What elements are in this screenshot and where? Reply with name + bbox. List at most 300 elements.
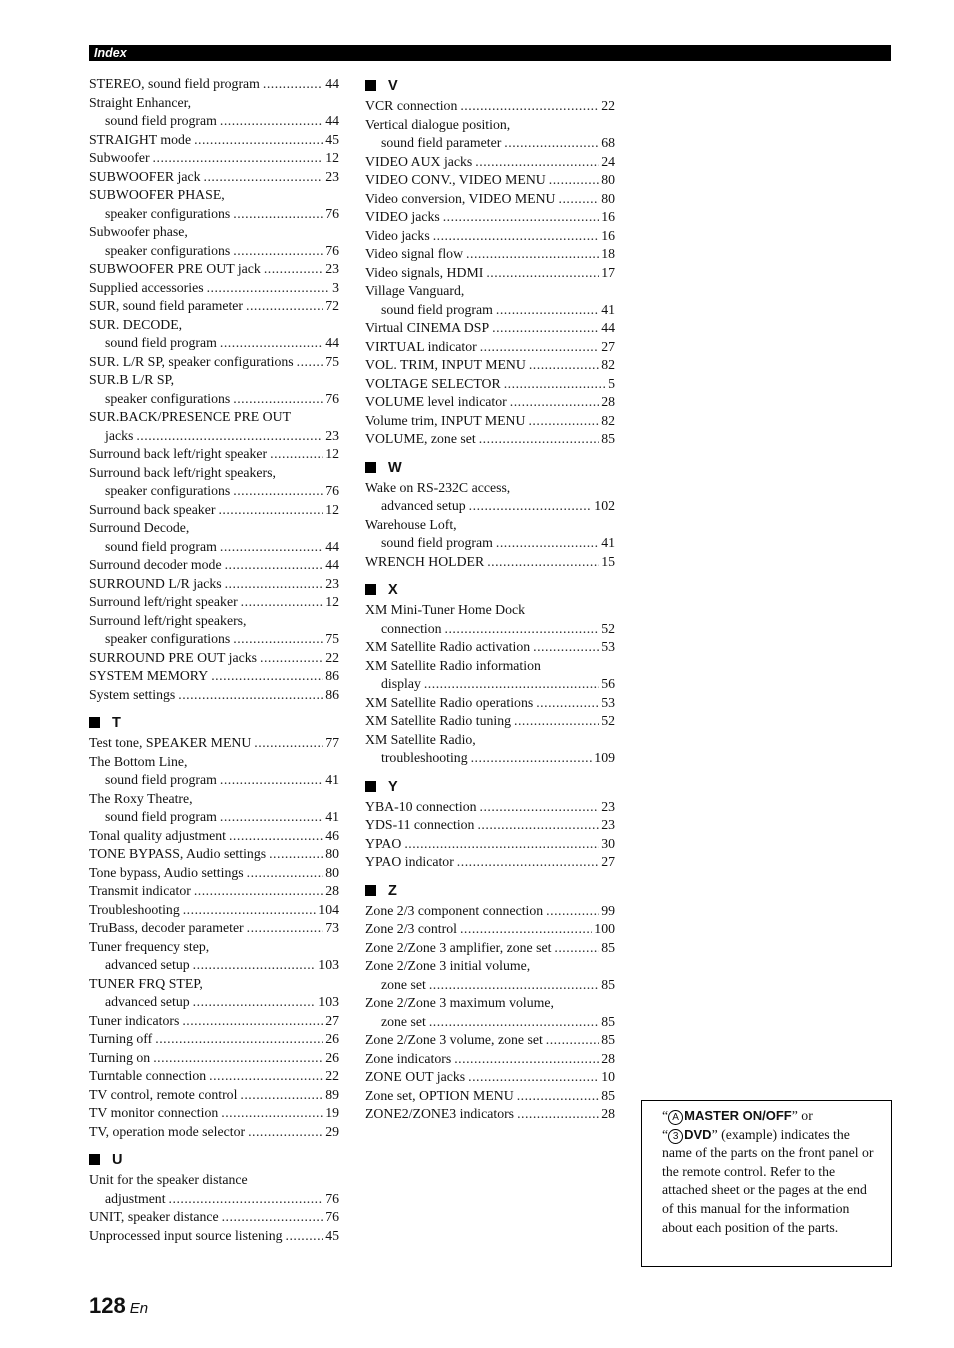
leader-dots xyxy=(475,153,599,172)
index-entry-term: display xyxy=(381,676,421,691)
index-entry xyxy=(89,1104,339,1123)
leader-dots xyxy=(429,1013,599,1032)
index-entry-term: Zone 2/Zone 3 initial volume, xyxy=(365,958,531,973)
index-entry-term: Surround left/right speakers, xyxy=(89,612,247,628)
index-entry-term: Subwoofer xyxy=(89,150,150,165)
index-entry xyxy=(365,171,615,190)
section-letter: U xyxy=(112,1152,123,1168)
index-entry-term: SUR. L/R SP, speaker configurations xyxy=(89,353,294,369)
index-entry-page: 28 xyxy=(601,394,615,409)
index-entry-term: VOLUME, zone set xyxy=(365,431,476,446)
leader-dots xyxy=(468,1068,599,1087)
index-entry xyxy=(89,827,339,846)
index-entry xyxy=(365,534,615,553)
index-entry xyxy=(89,845,339,864)
leader-dots xyxy=(469,497,593,516)
leader-dots xyxy=(471,749,593,768)
index-entry-term: sound field program xyxy=(105,809,217,824)
index-entry-page: 27 xyxy=(325,1012,339,1028)
index-entry-page: 68 xyxy=(601,135,615,150)
index-entry-term: ZONE OUT jacks xyxy=(365,1069,466,1084)
index-entry-term: SUBWOOFER PRE OUT jack xyxy=(89,261,261,276)
index-entry-page: 85 xyxy=(601,1087,615,1103)
index-column-middle xyxy=(365,75,615,1124)
index-entry-page: 104 xyxy=(318,901,339,917)
leader-dots xyxy=(477,816,599,835)
index-entry xyxy=(89,408,339,427)
index-entry xyxy=(89,686,339,705)
index-entry xyxy=(89,919,339,938)
index-entry xyxy=(365,994,615,1013)
index-entry xyxy=(89,223,339,242)
index-entry-page: 41 xyxy=(325,809,339,824)
index-entry-page: 16 xyxy=(601,227,615,243)
leader-dots xyxy=(433,227,600,246)
index-entry xyxy=(365,1013,615,1032)
index-entry-term: speaker configurations xyxy=(105,205,231,221)
leader-dots xyxy=(460,97,599,116)
index-entry-term: Zone 2/3 control xyxy=(365,921,457,936)
section-heading xyxy=(365,75,615,97)
leader-dots xyxy=(457,853,599,872)
index-entry-page: 46 xyxy=(325,827,339,843)
index-entry-term: TONE BYPASS, Audio settings xyxy=(89,846,267,861)
leader-dots xyxy=(424,675,599,694)
leader-dots xyxy=(559,190,600,209)
index-entry xyxy=(89,519,339,538)
index-entry xyxy=(89,1012,339,1031)
index-entry xyxy=(365,134,615,153)
index-entry-term: Transmit indicator xyxy=(89,883,191,898)
index-entry xyxy=(365,116,615,135)
index-entry xyxy=(89,205,339,224)
leader-dots xyxy=(443,208,599,227)
index-entry-page: 16 xyxy=(601,209,615,224)
square-bullet-icon xyxy=(365,584,376,595)
index-entry-page: 44 xyxy=(325,335,339,350)
leader-dots xyxy=(182,1012,323,1031)
leader-dots xyxy=(247,919,324,938)
leader-dots xyxy=(240,1086,323,1105)
index-entry-term: WRENCH HOLDER xyxy=(365,553,485,569)
header-label: Index xyxy=(94,46,127,60)
index-entry-page: 41 xyxy=(601,301,615,317)
index-entry-term: advanced setup xyxy=(105,957,190,972)
section-letter: W xyxy=(388,459,402,476)
index-entry xyxy=(89,242,339,261)
index-entry xyxy=(89,1030,339,1049)
leader-dots xyxy=(169,1190,324,1209)
leader-dots xyxy=(193,993,317,1012)
index-entry-term: VIDEO AUX jacks xyxy=(365,153,473,169)
index-entry-page: 53 xyxy=(601,694,615,710)
index-entry-page: 23 xyxy=(601,798,615,814)
index-entry-page: 23 xyxy=(325,427,339,443)
leader-dots xyxy=(492,319,599,338)
section-heading xyxy=(365,579,615,601)
index-entry-term: zone set xyxy=(381,1013,426,1029)
index-entry-page: 44 xyxy=(325,557,339,572)
leader-dots xyxy=(136,427,323,446)
index-entry-term: sound field program xyxy=(381,301,493,317)
leader-dots xyxy=(153,1049,323,1068)
index-entry-term: sound field program xyxy=(381,535,493,550)
leader-dots xyxy=(220,112,323,131)
index-entry xyxy=(89,864,339,883)
leader-dots xyxy=(225,575,324,594)
page-language: En xyxy=(129,1300,149,1317)
index-entry-term: YDS-11 connection xyxy=(365,817,475,832)
leader-dots xyxy=(496,301,599,320)
index-entry-page: 80 xyxy=(601,190,615,206)
index-entry xyxy=(365,375,615,394)
leader-dots xyxy=(220,771,323,790)
index-entry xyxy=(365,620,615,639)
index-entry-page: 82 xyxy=(601,357,615,372)
index-entry-term: SUBWOOFER jack xyxy=(89,168,201,184)
index-entry-term: Supplied accessories xyxy=(89,279,204,295)
leader-dots xyxy=(220,808,323,827)
index-entry-term: sound field program xyxy=(105,538,217,554)
leader-dots xyxy=(220,538,323,557)
leader-dots xyxy=(221,1104,323,1123)
index-entry-page: 52 xyxy=(601,620,615,636)
index-entry xyxy=(365,412,615,431)
index-entry-term: Test tone, SPEAKER MENU xyxy=(89,735,252,750)
index-entry xyxy=(89,1123,339,1142)
index-entry xyxy=(365,1050,615,1069)
index-entry-page: 102 xyxy=(594,498,615,513)
index-entry xyxy=(89,1086,339,1105)
index-entry-term: sound field program xyxy=(105,772,217,787)
index-entry-page: 77 xyxy=(325,735,339,750)
index-entry-term: Zone 2/Zone 3 maximum volume, xyxy=(365,995,554,1010)
index-entry xyxy=(89,1190,339,1209)
index-entry xyxy=(89,260,339,279)
index-entry-term: VOLTAGE SELECTOR xyxy=(365,375,501,391)
index-entry-page: 80 xyxy=(325,864,339,880)
index-entry-term: XM Satellite Radio, xyxy=(365,731,476,747)
index-entry-page: 76 xyxy=(325,1209,339,1224)
index-entry-page: 76 xyxy=(325,205,339,221)
index-entry-page: 12 xyxy=(325,594,339,609)
index-entry xyxy=(89,1067,339,1086)
index-entry-term: Virtual CINEMA DSP xyxy=(365,320,490,335)
header-bar xyxy=(89,45,891,61)
index-entry-term: VIRTUAL indicator xyxy=(365,338,477,354)
index-entry xyxy=(89,808,339,827)
index-entry xyxy=(365,1068,615,1087)
index-entry-page: 76 xyxy=(325,483,339,498)
index-entry xyxy=(365,694,615,713)
leader-dots xyxy=(536,694,599,713)
index-entry xyxy=(365,264,615,283)
index-entry xyxy=(89,168,339,187)
leader-dots xyxy=(155,1030,323,1049)
square-bullet-icon xyxy=(89,1154,100,1165)
index-entry xyxy=(365,516,615,535)
leader-dots xyxy=(479,430,599,449)
leader-dots xyxy=(254,734,323,753)
index-entry xyxy=(365,816,615,835)
leader-dots xyxy=(480,338,600,357)
index-entry-term: Unprocessed input source listening xyxy=(89,1227,283,1243)
leader-dots xyxy=(233,205,323,224)
index-entry xyxy=(89,1049,339,1068)
index-entry xyxy=(89,279,339,298)
index-entry-term: SUR.BACK/PRESENCE PRE OUT xyxy=(89,409,292,424)
index-entry-page: 85 xyxy=(601,1032,615,1047)
leader-dots xyxy=(222,1208,324,1227)
index-entry xyxy=(89,975,339,994)
index-entry-page: 22 xyxy=(601,98,615,113)
index-entry-term: Zone 2/3 component connection xyxy=(365,902,544,918)
leader-dots xyxy=(286,1227,324,1246)
index-entry-term: advanced setup xyxy=(381,498,466,513)
leader-dots xyxy=(487,553,599,572)
index-entry-page: 44 xyxy=(601,320,615,335)
leader-dots xyxy=(241,593,324,612)
index-entry-term: The Bottom Line, xyxy=(89,753,188,769)
index-entry-term: sound field program xyxy=(105,113,217,128)
index-entry xyxy=(365,731,615,750)
section-letter: Y xyxy=(388,778,398,795)
index-entry-term: Surround back left/right speaker xyxy=(89,446,268,461)
note-term-dvd: DVD xyxy=(684,1126,712,1142)
index-column-left xyxy=(89,75,339,1245)
index-entry xyxy=(365,479,615,498)
leader-dots xyxy=(429,976,599,995)
leader-dots xyxy=(480,798,600,817)
index-entry-page: 24 xyxy=(601,153,615,169)
index-entry-term: Video conversion, VIDEO MENU xyxy=(365,190,556,206)
index-entry-term: VOL. TRIM, INPUT MENU xyxy=(365,357,526,372)
index-entry xyxy=(365,749,615,768)
index-entry xyxy=(89,75,339,94)
index-entry-term: Volume trim, INPUT MENU xyxy=(365,412,526,428)
leader-dots xyxy=(454,1050,599,1069)
index-entry xyxy=(365,1031,615,1050)
index-entry-page: 12 xyxy=(325,150,339,165)
quote-open: “ xyxy=(662,1108,669,1123)
leader-dots xyxy=(264,260,323,279)
index-entry xyxy=(365,835,615,854)
index-entry xyxy=(365,338,615,357)
section-heading xyxy=(89,1149,339,1171)
index-entry-term: Wake on RS-232C access, xyxy=(365,479,511,495)
index-entry-term: Tone bypass, Audio settings xyxy=(89,864,244,880)
index-entry-term: YPAO indicator xyxy=(365,854,454,869)
index-entry xyxy=(89,149,339,168)
index-entry-page: 99 xyxy=(601,902,615,918)
index-entry xyxy=(365,97,615,116)
leader-dots xyxy=(263,75,323,94)
index-entry-page: 10 xyxy=(601,1069,615,1084)
index-entry xyxy=(365,675,615,694)
index-entry xyxy=(365,497,615,516)
index-entry-term: Video signal flow xyxy=(365,246,464,261)
index-entry-term: Zone indicators xyxy=(365,1050,452,1066)
leader-dots xyxy=(466,245,599,264)
index-entry-page: 41 xyxy=(325,772,339,787)
index-entry xyxy=(365,430,615,449)
index-entry xyxy=(89,649,339,668)
index-entry-term: Village Vanguard, xyxy=(365,283,465,298)
index-entry-page: 27 xyxy=(601,854,615,869)
leader-dots xyxy=(207,279,331,298)
leader-dots xyxy=(517,1105,599,1124)
index-entry-term: SYSTEM MEMORY xyxy=(89,668,209,683)
index-entry-term: VIDEO jacks xyxy=(365,209,440,224)
index-entry-term: SUBWOOFER PHASE, xyxy=(89,187,225,202)
index-entry xyxy=(89,464,339,483)
leader-dots xyxy=(194,882,323,901)
index-entry-page: 56 xyxy=(601,676,615,691)
leader-dots xyxy=(183,901,317,920)
leader-dots xyxy=(549,171,599,190)
index-entry xyxy=(89,316,339,335)
section-letter: T xyxy=(112,715,121,731)
index-entry-page: 85 xyxy=(601,976,615,992)
leader-dots xyxy=(529,356,599,375)
index-entry-term: YBA-10 connection xyxy=(365,798,477,814)
index-entry-term: Zone set, OPTION MENU xyxy=(365,1087,514,1103)
index-entry-page: 23 xyxy=(325,261,339,276)
index-entry-page: 76 xyxy=(325,390,339,406)
leader-dots xyxy=(517,1087,600,1106)
square-bullet-icon xyxy=(365,80,376,91)
index-entry xyxy=(89,938,339,957)
leader-dots xyxy=(546,902,599,921)
leader-dots xyxy=(246,297,323,316)
index-entry-term: The Roxy Theatre, xyxy=(89,790,193,806)
index-entry-term: SUR.B L/R SP, xyxy=(89,372,175,387)
leader-dots xyxy=(220,334,323,353)
index-entry-page: 27 xyxy=(601,338,615,354)
index-entry xyxy=(89,390,339,409)
leader-dots xyxy=(211,667,323,686)
index-entry-term: STEREO, sound field program xyxy=(89,76,260,91)
note-term-master-on-off: MASTER ON/OFF xyxy=(684,1108,792,1123)
square-bullet-icon xyxy=(89,717,100,728)
circled-a-icon: A xyxy=(668,1110,683,1125)
index-entry-term: Video jacks xyxy=(365,227,430,243)
index-entry-term: TruBass, decoder parameter xyxy=(89,920,244,935)
leader-dots xyxy=(204,168,324,187)
index-entry-page: 53 xyxy=(601,639,615,654)
square-bullet-icon xyxy=(365,781,376,792)
index-entry-page: 85 xyxy=(601,431,615,446)
index-entry-page: 73 xyxy=(325,920,339,935)
index-entry-term: VOLUME level indicator xyxy=(365,394,507,409)
leader-dots xyxy=(225,556,324,575)
index-entry xyxy=(89,630,339,649)
index-entry xyxy=(365,356,615,375)
index-entry-page: 28 xyxy=(325,883,339,898)
leader-dots xyxy=(486,264,599,283)
index-entry xyxy=(89,771,339,790)
index-entry-page: 85 xyxy=(601,1013,615,1029)
index-entry-term: VCR connection xyxy=(365,98,458,113)
leader-dots xyxy=(194,131,323,150)
index-entry-term: Subwoofer phase, xyxy=(89,224,188,239)
index-entry xyxy=(89,901,339,920)
index-entry-term: Surround decoder mode xyxy=(89,557,222,572)
index-entry-term: sound field parameter xyxy=(381,135,502,150)
leader-dots xyxy=(209,1067,323,1086)
index-entry-term: Turning off xyxy=(89,1031,153,1046)
index-entry-page: 103 xyxy=(318,994,339,1009)
index-entry xyxy=(89,993,339,1012)
index-entry xyxy=(365,553,615,572)
note-text: ” (example) indicates the name of the parts on the front panel or the remote control. Refer to the attached sheet or the pages at the end of this manual for the information about each position of the parts. xyxy=(662,1126,874,1235)
index-entry-term: TV control, remote control xyxy=(89,1086,238,1102)
index-entry-page: 44 xyxy=(325,538,339,554)
section-heading xyxy=(365,880,615,902)
index-entry-term: STRAIGHT mode xyxy=(89,131,192,147)
index-entry xyxy=(365,393,615,412)
index-entry-term: XM Satellite Radio tuning xyxy=(365,713,512,728)
index-entry-term: speaker configurations xyxy=(105,631,231,646)
index-entry xyxy=(89,445,339,464)
leader-dots xyxy=(528,412,599,431)
index-entry xyxy=(89,1227,339,1246)
index-entry xyxy=(89,556,339,575)
index-entry-term: XM Satellite Radio activation xyxy=(365,639,531,654)
section-letter: V xyxy=(388,78,398,94)
index-entry xyxy=(89,612,339,631)
index-entry-term: SUR. DECODE, xyxy=(89,316,183,332)
index-entry-page: 22 xyxy=(325,649,339,665)
index-entry xyxy=(89,1171,339,1190)
leader-dots xyxy=(233,630,323,649)
leader-dots xyxy=(229,827,323,846)
index-entry xyxy=(89,334,339,353)
index-entry xyxy=(89,297,339,316)
index-entry-term: Vertical dialogue position, xyxy=(365,116,511,132)
leader-dots xyxy=(554,939,599,958)
index-entry-term: TV monitor connection xyxy=(89,1105,219,1120)
index-entry-term: advanced setup xyxy=(105,994,190,1009)
leader-dots xyxy=(404,835,599,854)
leader-dots xyxy=(460,920,592,939)
index-entry xyxy=(89,482,339,501)
index-entry-term: Tuner indicators xyxy=(89,1012,180,1028)
index-entry xyxy=(365,190,615,209)
index-entry-page: 15 xyxy=(601,553,615,569)
leader-dots xyxy=(247,864,324,883)
square-bullet-icon xyxy=(365,462,376,473)
index-entry xyxy=(89,734,339,753)
index-entry-term: Zone 2/Zone 3 amplifier, zone set xyxy=(365,939,552,955)
leader-dots xyxy=(297,353,324,372)
index-entry-term: Turning on xyxy=(89,1049,151,1065)
leader-dots xyxy=(178,686,323,705)
index-entry-page: 5 xyxy=(608,375,615,391)
leader-dots xyxy=(445,620,600,639)
index-entry-term: XM Satellite Radio information xyxy=(365,657,541,673)
index-entry-page: 75 xyxy=(325,631,339,646)
index-entry-term: Video signals, HDMI xyxy=(365,264,484,280)
index-entry-term: Surround back speaker xyxy=(89,501,216,517)
index-entry-page: 26 xyxy=(325,1031,339,1046)
index-entry xyxy=(365,282,615,301)
index-entry xyxy=(89,753,339,772)
index-entry-term: TV, operation mode selector xyxy=(89,1123,246,1139)
index-entry-page: 80 xyxy=(325,846,339,861)
index-entry xyxy=(365,319,615,338)
index-entry-term: Straight Enhancer, xyxy=(89,94,192,110)
